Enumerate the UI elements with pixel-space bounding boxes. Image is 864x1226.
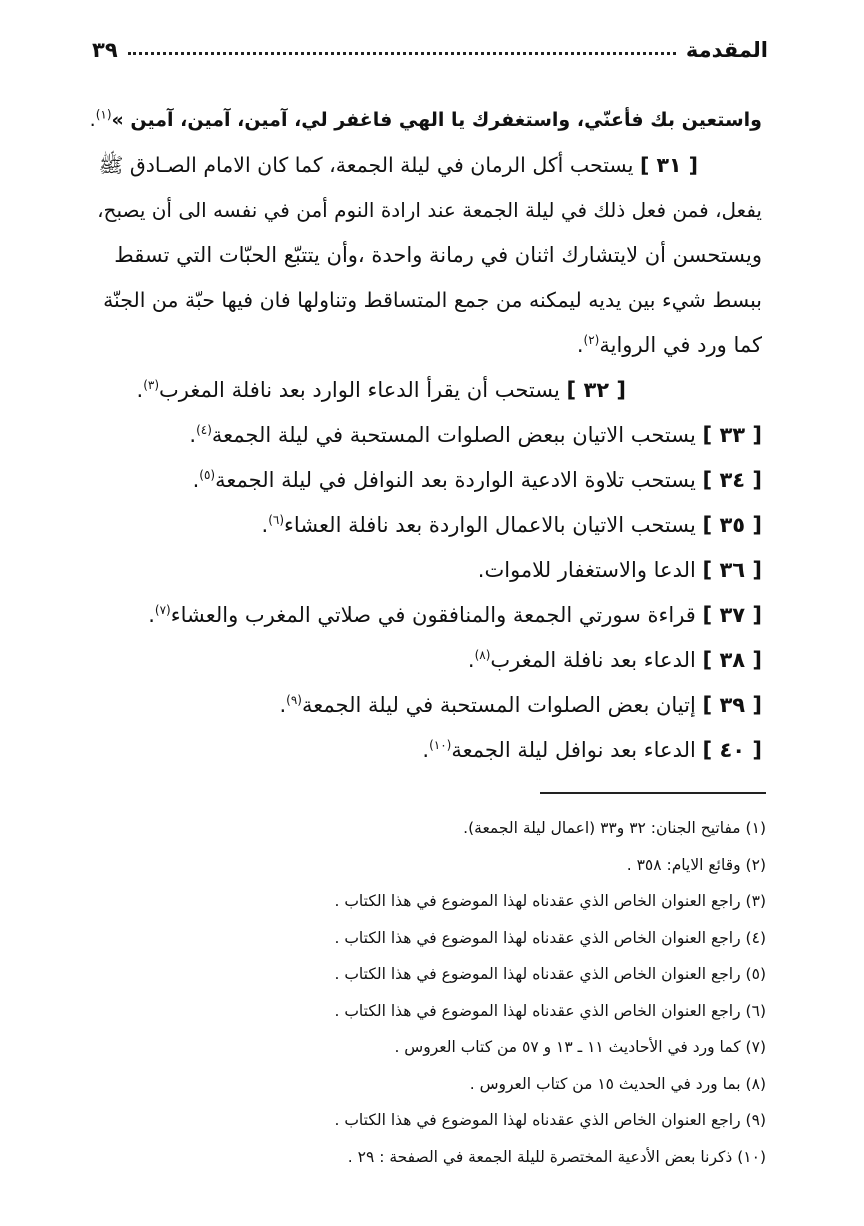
item-40: [ ٤٠ ] الدعاء بعد نوافل ليلة الجمعة$^{(١٠)}$. <box>422 738 762 762</box>
paragraph-line: ببسط شيء بين يديه ليمكنه من جمع المتساقط وتناولها فان فيها حبّة من الجنّة <box>103 288 762 312</box>
opening-line-text: واستعين بك فأعنّي، واستغفرك يا الهي فاغفر لي، آمين، آمين، آمين » <box>111 109 762 131</box>
footnote-ref: (٥) <box>199 468 216 482</box>
item-text: يستحب الاتيان بالاعمال الواردة بعد نافلة العشاء <box>284 513 696 537</box>
item-number: [ ٣١ ] <box>639 153 698 177</box>
footnote-ref: (١٠) <box>429 738 452 752</box>
item-text: الدعا والاستغفار للاموات <box>484 558 696 582</box>
item-number: [ ٣٣ ] <box>702 423 762 447</box>
footnote-number: (٨) <box>745 1074 766 1093</box>
item-number: [ ٣٧ ] <box>702 603 762 627</box>
footnote-ref: (٦) <box>268 513 285 527</box>
item-text: قراءة سورتي الجمعة والمنافقون في صلاتي المغرب والعشاء <box>170 603 696 627</box>
footnote-number: (٦) <box>745 1001 766 1020</box>
item-38: [ ٣٨ ] الدعاء بعد نافلة المغرب$^{(٨)}$. <box>467 648 762 672</box>
footnote-text: راجع العنوان الخاص الذي عقدناه لهذا الموضوع في هذا الكتاب . <box>334 892 741 910</box>
footnote <box>86 956 766 993</box>
item-text: يستحب الاتيان ببعض الصلوات المستحبة في ليلة الجمعة <box>211 423 696 447</box>
footnote-separator <box>540 792 766 794</box>
item-number: [ ٤٠ ] <box>702 738 762 762</box>
footnote-number: (١) <box>745 819 766 837</box>
item-39: [ ٣٩ ] إتيان بعض الصلوات المستحبة في ليلة الجمعة$^{(٩)}$. <box>279 693 762 717</box>
footnote-text: بما ورد في الحديث ١٥ من كتاب العروس . <box>469 1074 741 1093</box>
footnote-ref: (٣) <box>143 378 160 392</box>
footnote-ref: (٨) <box>474 648 491 662</box>
footnote <box>86 883 766 920</box>
item-text: إتيان بعض الصلوات المستحبة في ليلة الجمعة <box>301 693 696 717</box>
item-32: [ ٣٢ ] يستحب أن يقرأ الدعاء الوارد بعد نافلة المغرب$^{(٣)}$. <box>136 378 626 402</box>
footnote-number: (٥) <box>745 965 766 983</box>
footnote <box>86 920 766 957</box>
footnote-number: (٢) <box>745 855 766 874</box>
footnote-number: (٩) <box>745 1111 766 1129</box>
item-text: يستحب تلاوة الادعية الواردة بعد النوافل في ليلة الجمعة <box>215 468 696 492</box>
footnote-text: ذكرنا بعض الأدعية المختصرة لليلة الجمعة في الصفحة : ٢٩ . <box>347 1147 733 1166</box>
item-34: [ ٣٤ ] يستحب تلاوة الادعية الواردة بعد النوافل في ليلة الجمعة$^{(٥)}$. <box>192 468 762 492</box>
item-number: [ ٣٥ ] <box>702 513 762 537</box>
item-37: [ ٣٧ ] قراءة سورتي الجمعة والمنافقون في صلاتي المغرب والعشاء$^{(٧)}$. <box>148 603 762 627</box>
paragraph-line-last: كما ورد في الرواية$^{(٢)}$. <box>576 333 762 357</box>
footnote-ref: (٢) <box>583 333 600 347</box>
footnote-text: كما ورد في الأحاديث ١١ ـ ١٣ و ٥٧ من كتاب العروس . <box>394 1038 741 1056</box>
item-text: يستحب أكل الرمان في ليلة الجمعة، كما كان الامام الصـادق ﷺ <box>98 153 634 177</box>
footnote <box>86 1066 766 1103</box>
item-number: [ ٣٩ ] <box>702 693 762 717</box>
footnote <box>86 810 766 847</box>
item-text: يستحب أن يقرأ الدعاء الوارد بعد نافلة المغرب <box>159 378 560 402</box>
paragraph-line: ويستحسن أن لايتشارك اثنان في رمانة واحدة ،وأن يتتبّع الحبّات التي تسقط <box>114 243 762 267</box>
item-text: الدعاء بعد نافلة المغرب <box>490 648 696 672</box>
footnote-number: (٧) <box>745 1038 766 1056</box>
running-header <box>92 28 768 62</box>
main-text <box>90 98 762 773</box>
footnote-text: راجع العنوان الخاص الذي عقدناه لهذا الموضوع في هذا الكتاب . <box>334 928 741 947</box>
item-31 <box>90 143 762 188</box>
footnote-text: راجع العنوان الخاص الذي عقدناه لهذا الموضوع في هذا الكتاب . <box>334 1001 741 1020</box>
footnote-text: مفاتيح الجنان: ٣٢ و٣٣ (اعمال ليلة الجمعة). <box>463 819 741 837</box>
footnote <box>86 1102 766 1139</box>
footnote-ref: (٩) <box>286 693 302 707</box>
footnote-text: راجع العنوان الخاص الذي عقدناه لهذا الموضوع في هذا الكتاب . <box>334 965 741 983</box>
footnote-ref: (١) <box>95 107 112 122</box>
item-number: [ ٣٨ ] <box>702 648 762 672</box>
footnote <box>86 1029 766 1066</box>
paragraph-line-text: كما ورد في الرواية <box>599 333 762 357</box>
item-33: [ ٣٣ ] يستحب الاتيان ببعض الصلوات المستحبة في ليلة الجمعة$^{(٤)}$. <box>189 423 762 447</box>
footnote-ref: (٧) <box>154 603 171 617</box>
footnote-number: (٣) <box>745 892 766 910</box>
page-number: ٣٩ <box>92 38 118 62</box>
footnote-number: (٤) <box>745 928 766 947</box>
dotted-leader <box>128 52 676 55</box>
item-36: [ ٣٦ ] الدعا والاستغفار للاموات. <box>477 558 762 582</box>
footnote <box>86 993 766 1030</box>
footnote <box>86 847 766 884</box>
footnotes <box>86 810 766 1175</box>
item-35: [ ٣٥ ] يستحب الاتيان بالاعمال الواردة بعد نافلة العشاء$^{(٦)}$. <box>261 513 762 537</box>
footnote-ref: (٤) <box>196 423 212 437</box>
chapter-title: المقدمة <box>685 38 768 62</box>
footnote-number: (١٠) <box>737 1147 766 1166</box>
footnote <box>86 1139 766 1176</box>
item-number: [ ٣٦ ] <box>702 558 762 582</box>
opening-line: واستعين بك فأعنّي، واستغفرك يا الهي فاغفر لي، آمين، آمين، آمين »$^{(١)}$. <box>89 107 762 131</box>
item-number: [ ٣٤ ] <box>702 468 762 492</box>
paragraph-line: يفعل، فمن فعل ذلك في ليلة الجمعة عند ارادة النوم أمن في نفسه الى أن يصبح، <box>97 198 762 222</box>
item-number: [ ٣٢ ] <box>566 378 626 402</box>
footnote-text: وقائع الايام: ٣٥٨ . <box>626 855 741 874</box>
footnote-text: راجع العنوان الخاص الذي عقدناه لهذا الموضوع في هذا الكتاب . <box>334 1111 741 1129</box>
item-text: الدعاء بعد نوافل ليلة الجمعة <box>451 738 696 762</box>
